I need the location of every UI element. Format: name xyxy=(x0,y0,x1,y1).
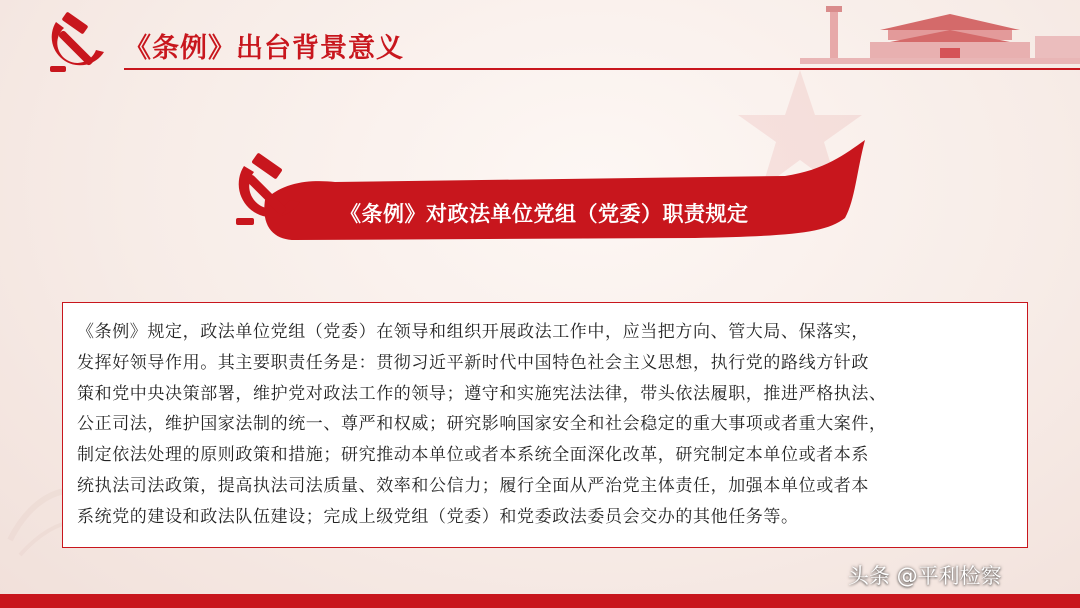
banner-title: 《条例》对政法单位党组（党委）职责规定 xyxy=(340,202,749,226)
banner-ribbon xyxy=(225,140,865,250)
content-line: 统执法司法政策，提高执法司法质量、效率和公信力；履行全面从严治党主体责任，加强本单位或者本 xyxy=(77,475,869,496)
content-line: 系统党的建设和政法队伍建设；完成上级党组（党委）和党委政法委员会交办的其他任务等。 xyxy=(77,506,799,527)
content-line: 公正司法，维护国家法制的统一、尊严和权威；研究影响国家安全和社会稳定的重大事项或者重大案件， xyxy=(77,414,887,435)
banner-hammer-sickle-icon xyxy=(228,152,310,234)
bottom-bar xyxy=(0,594,1080,608)
hammer-sickle-icon xyxy=(42,12,114,78)
content-line: 《条例》规定，政法单位党组（党委）在领导和组织开展政法工作中，应当把方向、管大局、保落实， xyxy=(77,322,869,342)
content-box xyxy=(62,302,1028,548)
content-paragraph xyxy=(77,317,1002,533)
content-line: 制定依法处理的原则政策和措施；研究推动本单位或者本系统全面深化改革，研究制定本单位或者本系 xyxy=(77,445,869,466)
page-title: 《条例》出台背景意义 xyxy=(124,33,404,64)
content-line: 发挥好领导作用。其主要职责任务是：贯彻习近平新时代中国特色社会主义思想，执行党的路线方针政 xyxy=(77,352,869,373)
content-line: 策和党中央决策部署，维护党对政法工作的领导；遵守和实施宪法法律，带头依法履职，推进严格执法、 xyxy=(77,383,887,404)
tiananmen-gate-icon xyxy=(800,0,1080,70)
watermark: 头条 @平利检察 xyxy=(848,564,1002,588)
